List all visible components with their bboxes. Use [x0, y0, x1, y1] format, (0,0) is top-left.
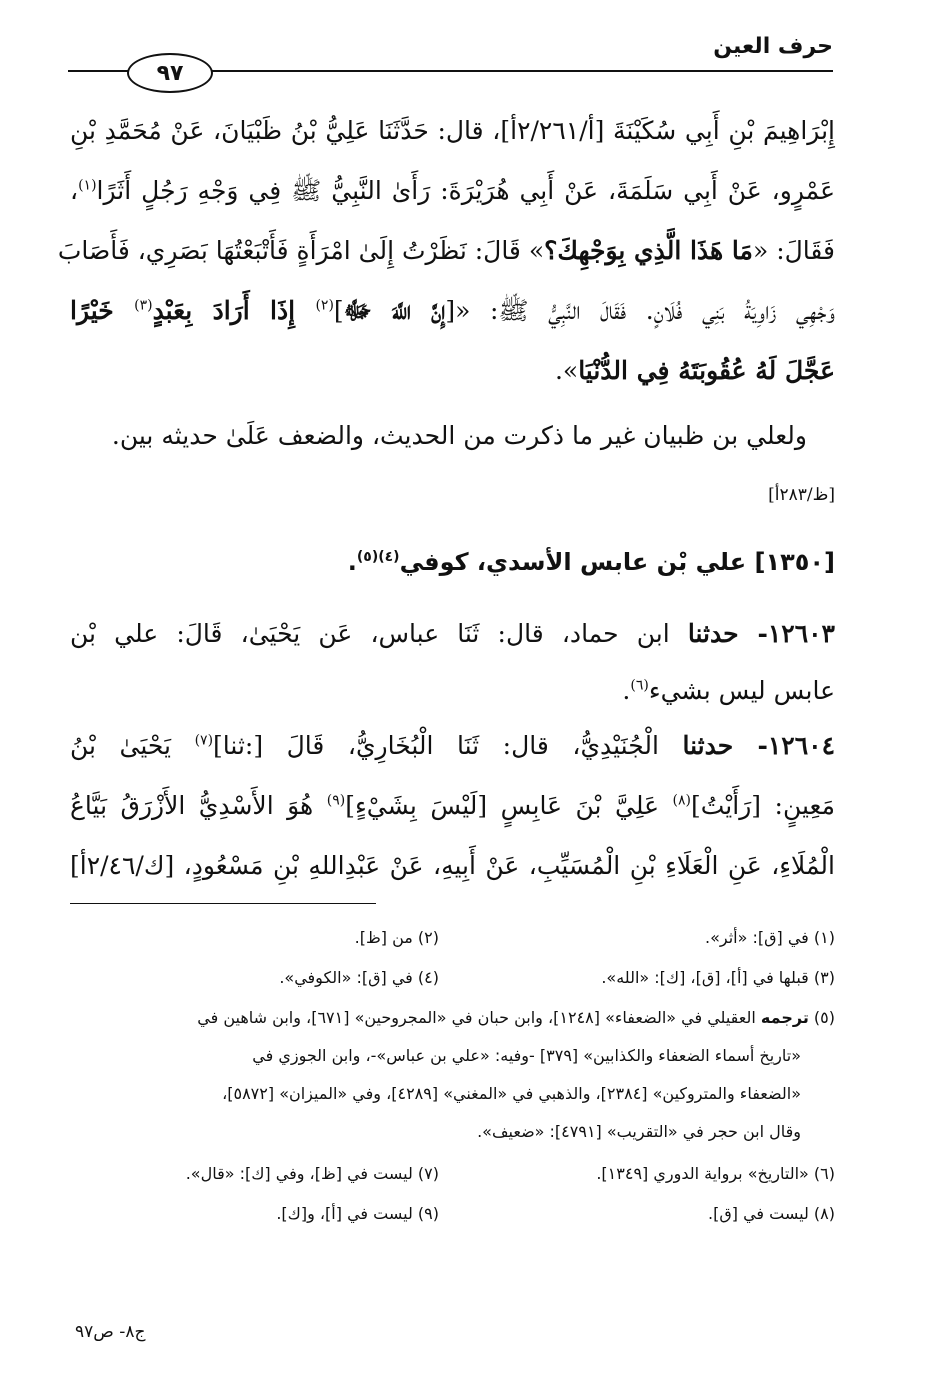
- manuscript-ref: [ظ/٢٨٣أ]: [768, 485, 835, 505]
- text-line-5: [70, 358, 835, 383]
- footnote-5-cont: «تاريخ أسماء الضعفاء والكذابين» [٣٧٩] -وفيه: «علي بن عباس»-، وابن الجوزي في: [252, 1046, 801, 1065]
- footnote-ref-8: (٨): [672, 792, 691, 809]
- footnote-ref-2: (٢): [315, 297, 334, 314]
- text-line-8: [70, 621, 835, 646]
- text-segment: ابن حماد، قال: ثَنَا عباس، عَن يَحْيَىٰ، قَالَ: علي بْن: [70, 619, 688, 648]
- text-line-9: [70, 678, 835, 703]
- text-segment: عَلِيَّ بْنَ عَابِسٍ [لَيْسَ بِشَيْءٍ]: [345, 791, 673, 820]
- volume-page-signature: ج٨- ص٩٧: [75, 1322, 146, 1342]
- text-segment: .: [347, 548, 357, 576]
- footnote-9: (٩) ليست في [أ]، و[ك].: [276, 1204, 439, 1223]
- text-segment: مَعِينٍ: [رَأَيْتُ]: [691, 791, 835, 820]
- footnote-ref-3: (٣): [134, 297, 153, 314]
- text-segment: .: [622, 676, 631, 705]
- text-line-1: إِبْرَاهِيمَ بْنِ أَبِي سُكَيْنَةَ [أ/٢/٢٦١أ]، قال: حَدَّثَنَا عَلِيُّ بْنُ ظَبْيَانَ، عَنْ مُحَمَّدِ بْنِ: [70, 116, 835, 145]
- footnote-ref-7: (٧): [194, 732, 214, 749]
- hadith-number: ١٢٦٠٣-: [738, 619, 835, 648]
- text-line-11: [70, 793, 835, 818]
- text-line-3: [57, 236, 835, 265]
- footnote-ref-9: (٩): [326, 792, 346, 809]
- footnote-2: (٢) من [ظ].: [354, 928, 439, 947]
- text-segment: فَقَالَ: «: [752, 236, 835, 265]
- hadith-text: خَيْرًا: [70, 296, 135, 325]
- footnote-5-cont: وقال ابن حجر في «التقريب» [٤٧٩١]: «ضعيف».: [477, 1122, 801, 1141]
- footnote-ref-1: (١): [78, 177, 97, 194]
- page-number: ٩٧: [156, 60, 184, 86]
- hadith-number: ١٢٦٠٤-: [733, 731, 836, 760]
- footnote-6: (٦) «التاريخ» برواية الدوري [١٣٤٩].: [596, 1164, 835, 1183]
- text-segment: ترجمه: [760, 1008, 809, 1027]
- footnote-3: (٣) قبلها في [أ]، [ق]، [ك]: «الله».: [601, 968, 835, 987]
- text-segment: وَجْهِي زَاوِيَةُ بَنِي فُلَانٍ. فَقَالَ النَّبِيُّ ﷺ: «[: [445, 296, 835, 325]
- hadith-text: إِنَّ اللَّهَ ﷻ: [343, 296, 446, 325]
- text-segment: (٥): [808, 1008, 835, 1027]
- text-line-4: [70, 298, 835, 323]
- footnote-1: (١) في [ق]: «أثر».: [704, 928, 835, 947]
- entry-heading: [348, 550, 835, 574]
- text-segment: ،: [70, 176, 79, 205]
- footnote-7: (٧) ليست في [ظ]، وفي [ك]: «قال».: [185, 1164, 439, 1183]
- footnote-8: (٨) ليست في [ق].: [708, 1204, 835, 1223]
- text-segment: هُوَ الأَسْدِيُّ الأَزْرَقُ بَيَّاعُ: [70, 791, 327, 820]
- footnote-4: (٤) في [ق]: «الكوفي».: [279, 968, 439, 987]
- entry-title: [١٣٥٠] علي بْن عابس الأسدي، كوفي: [399, 548, 835, 576]
- text-segment: الْجُنَيْدِيُّ، قال: ثَنَا الْبُخَارِيُّ، قَالَ [:ثنا]: [213, 731, 683, 760]
- text-segment: حدثنا: [682, 731, 734, 760]
- hadith-text: عَجَّلَ لَهُ عُقُوبَتَهُ فِي الدُّنْيَا: [578, 356, 835, 385]
- chapter-title: حرف العين: [713, 34, 833, 59]
- text-segment: يَحْيَىٰ بْنُ: [70, 731, 195, 760]
- hadith-text: مَا هَذَا الَّذِي بِوَجْهِكَ؟: [544, 236, 753, 265]
- text-line-2: [70, 178, 835, 203]
- text-segment: » قَالَ: نَظَرْتُ إِلَىٰ امْرَأَةٍ فَأَتْبَعْتُهَا بَصَرِي، فَأَصَابَ: [57, 236, 545, 265]
- text-segment: حدثنا: [687, 619, 739, 648]
- footnote-5-cont: «الضعفاء والمتروكين» [٢٣٨٤]، والذهبي في «المغني» [٤٢٨٩]، وفي «الميزان» [٥٨٧٢]،: [222, 1084, 801, 1103]
- footnote-5: [70, 1008, 835, 1027]
- hadith-text: إِذَا أَرَادَ بِعَبْدٍ: [152, 296, 316, 325]
- footnote-ref-4-5: (٤)(٥): [356, 549, 400, 565]
- page-number-badge: [127, 53, 213, 93]
- footnote-separator: [70, 903, 376, 904]
- text-segment: ]: [333, 296, 344, 325]
- text-segment: عَمْرٍو، عَنْ أَبِي سَلَمَةَ، عَنْ أَبِي هُرَيْرَةَ: رَأَىٰ النَّبِيُّ ﷺ فِي وَجْهِ رَجُلٍ أَثَرًا: [96, 176, 835, 205]
- text-line-12: الْمُلَاءِ، عَنِ الْعَلَاءِ بْنِ الْمُسَيِّبِ، عَنْ أَبِيهِ، عَنْ عَبْدِاللهِ بْنِ مَسْعُودٍ، [ك/٢/٤٦أ]: [70, 851, 835, 880]
- text-segment: العقيلي في «الضعفاء» [١٢٤٨]، وابن حبان في «المجروحين» [٦٧١]، وابن شاهين في: [197, 1008, 761, 1027]
- text-line-6: ولعلي بن ظبيان غير ما ذكرت من الحديث، والضعف عَلَىٰ حديثه بين.: [111, 421, 807, 450]
- text-segment: عابس ليس بشيء: [648, 676, 835, 705]
- text-segment: ».: [554, 356, 579, 385]
- text-line-10: [70, 733, 835, 758]
- footnote-ref-6: (٦): [630, 677, 649, 694]
